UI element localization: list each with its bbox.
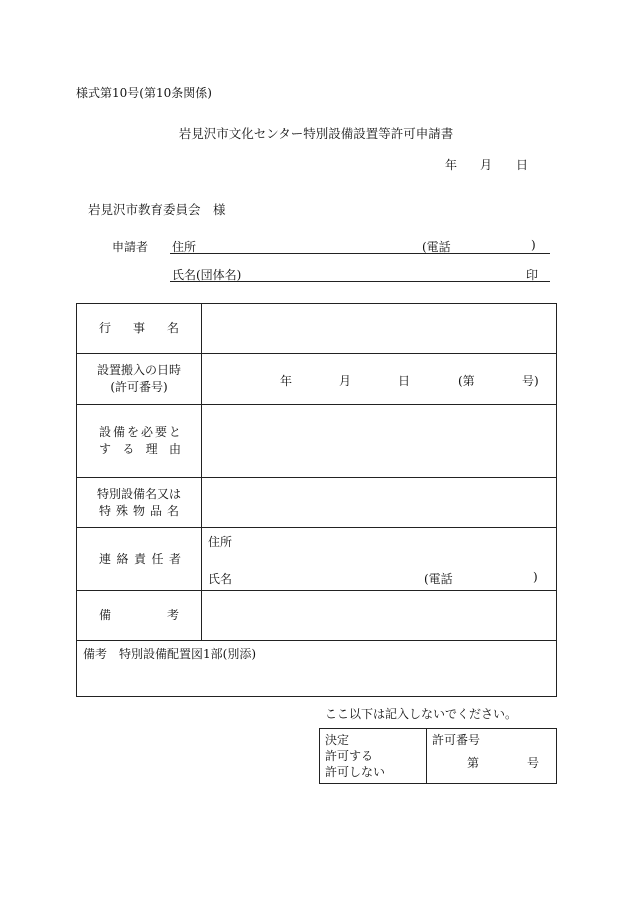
seal-mark: 印 — [526, 268, 539, 282]
contact-label: 連 絡 責 任 者 — [77, 528, 202, 591]
applicant-name-line[interactable] — [170, 281, 550, 282]
install-datetime-label: 設置搬入の日時 (許可番号) — [77, 354, 202, 405]
contact-address-label: 住所 — [208, 535, 233, 549]
form-number: 様式第10号(第10条関係) — [76, 86, 212, 100]
attachment-note: 備考 特別設備配置図1部(別添) — [77, 641, 557, 697]
event-name-field[interactable] — [202, 304, 557, 354]
decision-cell[interactable] — [320, 729, 427, 784]
permit-no-close: 号) — [522, 374, 539, 388]
contact-phone-close: ) — [533, 570, 538, 584]
contact-field[interactable] — [202, 528, 557, 591]
applicant-address-label: 住所 — [172, 240, 197, 254]
install-day: 日 — [398, 374, 411, 388]
contact-phone-label: (電話 — [424, 572, 453, 586]
reason-field[interactable] — [202, 405, 557, 478]
office-use-instruction: ここ以下は記入しないでください。 — [325, 707, 518, 721]
date-year: 年 — [445, 158, 458, 172]
applicant-label: 申請者 — [112, 240, 149, 254]
applicant-phone-label: (電話 — [422, 240, 451, 254]
application-table — [76, 303, 557, 697]
event-name-label: 行 事 名 — [77, 304, 202, 354]
page-title: 岩見沢市文化センター特別設備設置等許可申請書 — [178, 126, 454, 141]
date-day: 日 — [516, 158, 529, 172]
permit-no-open: (第 — [458, 374, 475, 388]
decision-label: 決定 — [325, 733, 350, 747]
applicant-name-label: 氏名(団体名) — [172, 268, 242, 282]
date-month: 月 — [480, 158, 493, 172]
office-use-box — [319, 728, 557, 784]
install-year: 年 — [280, 374, 293, 388]
permit-no-suffix: 号 — [527, 756, 540, 770]
applicant-address-line[interactable] — [170, 253, 550, 254]
remarks-field[interactable] — [202, 591, 557, 641]
equipment-name-field[interactable] — [202, 478, 557, 528]
permit-number-cell[interactable] — [427, 729, 557, 784]
contact-name-label: 氏名 — [208, 572, 233, 586]
permit-option: 許可する — [325, 749, 374, 763]
remarks-label: 備 考 — [77, 591, 202, 641]
permit-number-label: 許可番号 — [432, 733, 481, 747]
deny-option: 許可しない — [325, 765, 386, 779]
install-month: 月 — [339, 374, 352, 388]
install-datetime-field[interactable] — [202, 354, 557, 405]
applicant-phone-close: ) — [531, 238, 536, 252]
reason-label: 設 備 を 必 要 と す る 理 由 — [77, 405, 202, 478]
permit-no-prefix: 第 — [467, 756, 480, 770]
equipment-name-label: 特別設備名又は 特 殊 物 品 名 — [77, 478, 202, 528]
addressee: 岩見沢市教育委員会 様 — [88, 202, 226, 217]
